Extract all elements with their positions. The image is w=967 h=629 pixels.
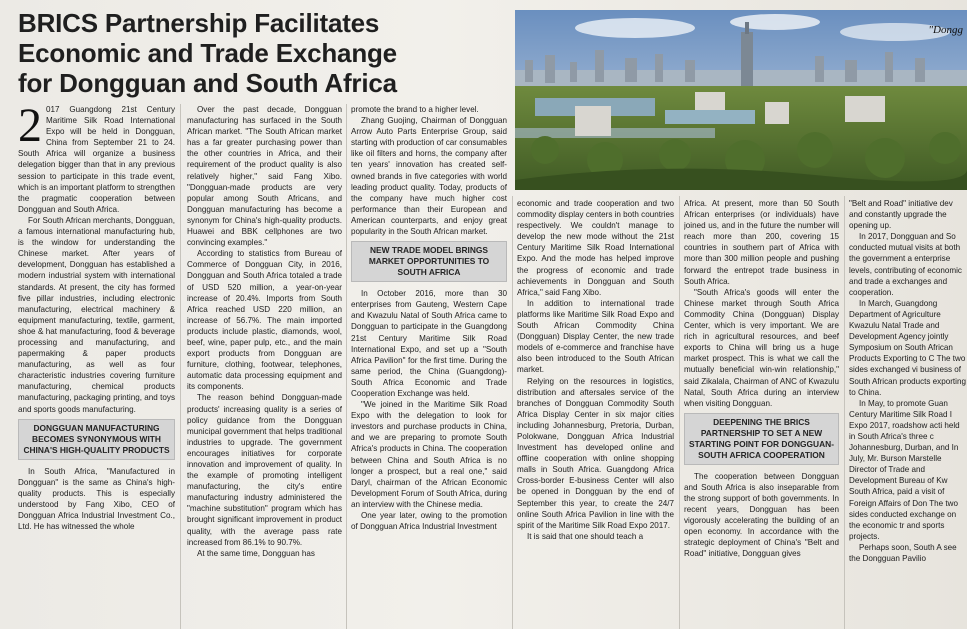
paragraph: Africa. At present, more than 50 South African enterprises (or individuals) have joined us, and in the future the number will reach more than 200, covering 15 countries in southern part of Africa with more than 300 million people and pushing forward the entrepot trade business in South Africa. xyxy=(684,199,839,286)
paragraph: In March, Guangdong Department of Agriculture Kwazulu Natal Trade and Development Agency jointly Symposium on South African Products Exporting to C The two sides exchanged vi business of South African products exporting to China. xyxy=(849,298,966,397)
column-divider xyxy=(844,196,845,629)
paragraph: For South African merchants, Dongguan, a famous international manufacturing hub, is the window for understanding the Chinese market. After years of development, Dongguan has established a modern industrial system with international standards. At present, the city has formed five pillar industries, including electronic manufacturing, electrical machinery & equipment manufacturing, textile, garment, shoe & hat manufacturing, food & beverage processing and manufacturing, and papermaking & paper products manufacturing, as well as four characteristic industries covering furniture manufacturing, chemical products manufacturing, packaging printing, and toys and sports goods manufacturing. xyxy=(18,215,175,414)
paragraph: It is said that one should teach a xyxy=(527,531,644,541)
article-column-5 xyxy=(684,198,839,629)
paragraph: According to statistics from Bureau of Commerce of Dongguan City, in 2016, Dongguan and South Africa totaled a trade of USD 520 million, a year-on-year increase of 20.4%. Imports from South Africa reached USD 220 million, an increase of 56.7%. The main imported products include plastic, diamonds, wool, beef, wine, paper pulp, etc., and the main export products from Dongguan are furniture, clothing, footwear, telephones, automatic data processing equipment and its components. xyxy=(187,249,342,392)
article-column-1 xyxy=(18,104,175,629)
section-subhead: DONGGUAN MANUFACTURING BECOMES SYNONYMOUS WITH CHINA'S HIGH-QUALITY PRODUCTS xyxy=(18,419,175,460)
paragraph: promote the brand to a higher level. xyxy=(351,105,479,114)
headline-line-1: BRICS Partnership Facilitates xyxy=(18,8,380,38)
paragraph: economic and trade cooperation and two commodity display centers in both countries respectively. We couldn't manage to develop the new mode without the 21st Century Maritime Silk Road International Expo. And the mode has helped improve the progress of economic and trade achievements in Dongguan and South Africa," said Fang Xibo. xyxy=(517,199,674,297)
article-column-4 xyxy=(517,198,674,629)
article-column-3 xyxy=(351,104,507,629)
paragraph: The cooperation between Dongguan and South Africa is also inseparable from the strong support of both governments. In recent years, Dongguan has been vigorously accelerating the building of an open economy. In accordance with the strategic deployment of China's "Belt and Road" initiative, Dongguan gives xyxy=(684,471,839,559)
paragraph: Zhang Guojing, Chairman of Dongguan Arrow Auto Parts Enterprise Group, said starting with production of car consumables like oil filters and horns, the company after ten years' innovation has created self-owned brands in five categories with world leading product quality. Today, products of the company have much higher cost performance than their European and American counterparts, and enjoy great popularity in the South African market. xyxy=(351,116,507,237)
city-skyline-photo xyxy=(515,10,967,190)
paragraph: "Belt and Road" initiative dev and constantly upgrade the opening up. xyxy=(849,199,953,231)
paragraph: Perhaps soon, South A see the Dongguan Pavilio xyxy=(849,542,957,563)
article-column-6 xyxy=(849,198,967,629)
paragraph: In May, to promote Guan Century Maritime Silk Road I Expo 2017, roadshow acti held in South Africa's three c Johannesburg, Durban, and In July, Mr. Burson Marstelle Director of Trade and Development Bureau of Kw South Africa, paid a visit of Foreign Affairs of Don The two sides conducted exchange on the economic tr and sports projects. xyxy=(849,398,960,541)
paragraph: At the same time, Dongguan has xyxy=(197,548,315,558)
paragraph: In addition to international trade platforms like Maritime Silk Road Expo and South African Commodity China (Dongguan) Display Center, the new trade models of e-commerce and franchise have also been introduced to the South African market. xyxy=(517,298,674,375)
column-divider xyxy=(512,196,513,629)
article-headline xyxy=(18,8,504,98)
headline-line-3: for Dongguan and South Africa xyxy=(18,68,397,98)
paragraph: Relying on the resources in logistics, distribution and aftersales service of the branches of Dongguan Commodity South Africa Display Center in six major cities including Johannesburg, Pretoria, Durban, Polokwane, Dongguan Africa Industrial Investment has developed online and offline cooperation with online shopping malls in South Africa. Guangdong Africa Cross-border E-business Center will also be opened in Dongguan by the end of September this year, to create the 24/7 online South Africa Pavilion in line with the spirit of the Maritime Silk Road Expo 2017. xyxy=(517,376,674,530)
paragraph: In 2017, Dongguan and So conducted mutual visits at both the government a enterprise levels, contributing of economic and trade a exchanges and cooperation. xyxy=(849,232,962,297)
paragraph: "We joined in the Maritime Silk Road Expo with the delegation to look for investors and purchase products in China, and we are preparing to promote South Africa's products in China. The cooperation between China and South Africa is no longer a prospect, but a real one," said Daryl, chairman of the African Economic Development Forum of South Africa, during an interview with the Chinese media. xyxy=(351,400,507,509)
drop-cap: 2 xyxy=(18,104,42,152)
section-subhead: NEW TRADE MODEL BRINGS MARKET OPPORTUNITIES TO SOUTH AFRICA xyxy=(351,241,507,282)
paragraph: In South Africa, "Manufactured in Dongguan" is the same as China's high-quality products. This is especially understood by Fang Xibo, CEO of Dongguan Africa Industrial Investment Co., Ltd. He has witnessed the whole xyxy=(18,466,175,532)
paragraph: One year later, owing to the promotion of Dongguan Africa Industrial Investment xyxy=(351,511,507,532)
column-divider xyxy=(180,104,181,629)
column-divider xyxy=(679,196,680,629)
section-subhead: DEEPENING THE BRICS PARTNERSHIP TO SET A NEW STARTING POINT FOR DONGGUAN-SOUTH AFRICA COOPERATION xyxy=(684,413,839,465)
photo-illustration xyxy=(515,10,967,190)
headline-line-2: Economic and Trade Exchange xyxy=(18,38,397,68)
paragraph: "South Africa's goods will enter the Chinese market through South Africa Commodity China (Dongguan) Display Center, which is very important. We are rich in agricultural resources, and beef exports to China will bring us a huge market prospect. This is what we call the mutually beneficial win-win relationship," said Zikalala, Chairman of ANC of Kwazulu Natal, South Africa during an interview when visiting Dongguan. xyxy=(684,287,839,408)
column-divider xyxy=(346,104,347,629)
paragraph: 017 Guangdong 21st Century Maritime Silk Road International Expo will be held in Dongguan, China from September 21 to 24. South Africa will organize a business delegation bigger than that in any previous session to participate in this trade event, which is an important platform to strengthen the pragmatic cooperation between Dongguan and South Africa. xyxy=(18,105,175,214)
article-column-2 xyxy=(187,104,342,629)
photo-caption-tag: "Dongg xyxy=(928,24,963,36)
paragraph: In October 2016, more than 30 enterprises from Gauteng, Western Cape and Kwazulu Natal of South Africa came to Dongguan to participate in the Guangdong 21st Century Maritime Silk Road International Expo, and set up a "South Africa Pavilion" for the first time. During the same period, the China (Guangdong)-South Africa Economic and Trade Cooperation Exchange was held. xyxy=(351,289,507,398)
paragraph: The reason behind Dongguan-made products' increasing quality is a series of policy guidance from the Dongguan municipal government that helps traditional industries to upgrade. The government encourages initiatives for corporate innovation and improvement of quality. In the example of promoting intelligent manufacturing, the city's entire manufacturing industry administered the "machine substitution" program which has brought significant improvement in product quality, with the average pass rate increased from 86.1% to 90.7%. xyxy=(187,393,342,547)
paragraph: Over the past decade, Dongguan manufacturing has surfaced in the South African market. "The South African market has a far greater purchasing power than the other countries in Africa, and their requirement of the product quality is also relatively higher," said Fang Xibo. "Dongguan-made products are very popular among South Africans, and Dongguan manufacturing has become a synonym for China's high-quality products. Huawei and BBK cellphones are two convincing examples." xyxy=(187,105,342,248)
